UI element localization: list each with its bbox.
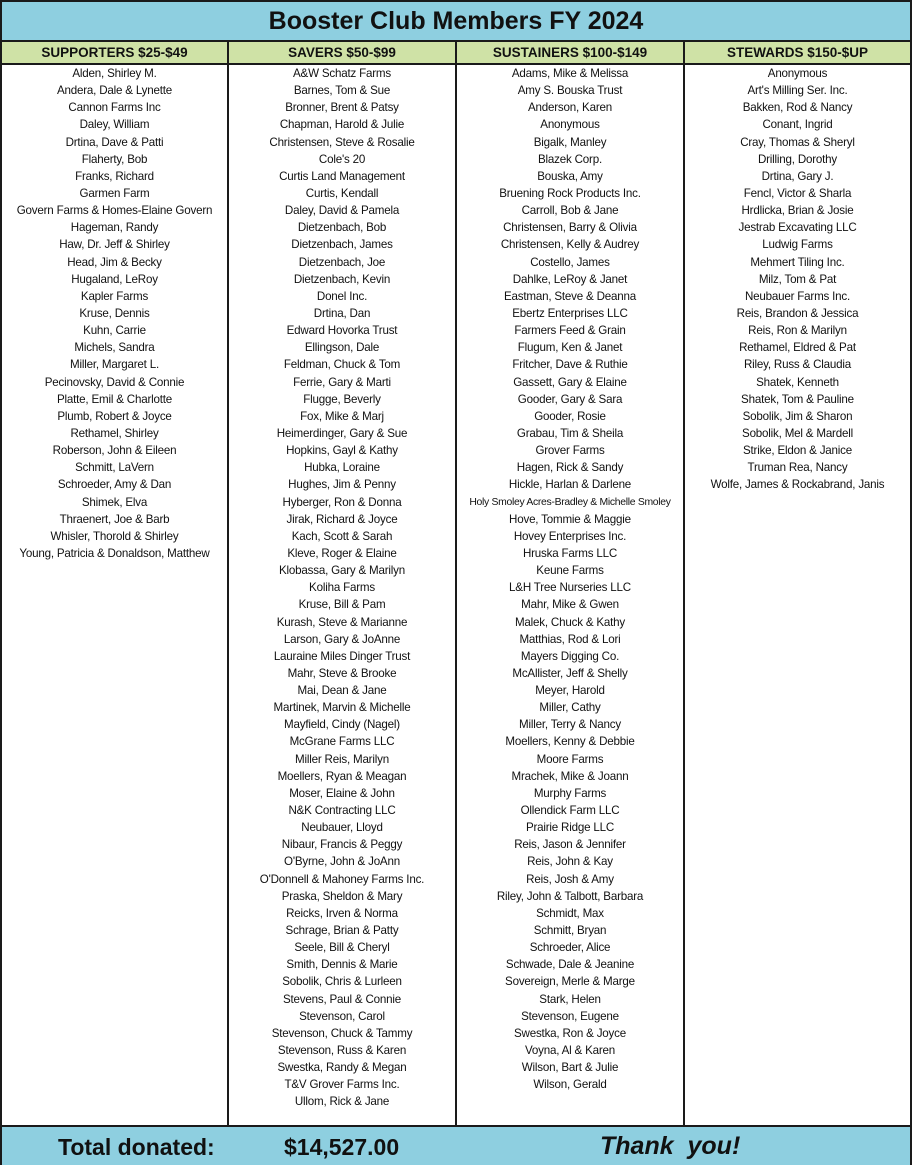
- total-donated-amount: $14,527.00: [284, 1134, 400, 1160]
- member-name: Christensen, Steve & Rosalie: [269, 135, 415, 149]
- member-name: Ebertz Enterprises LLC: [512, 306, 628, 320]
- member-name: Miller, Margaret L.: [70, 358, 159, 372]
- member-name: Neubauer, Lloyd: [301, 821, 383, 835]
- member-name: Rethamel, Shirley: [70, 426, 159, 440]
- member-name: Stark, Helen: [539, 992, 601, 1006]
- member-name: Schmitt, LaVern: [75, 461, 154, 475]
- member-name: Schmidt, Max: [536, 906, 604, 920]
- member-name: Swestka, Randy & Megan: [277, 1061, 407, 1075]
- member-name: Reis, Jason & Jennifer: [514, 838, 626, 852]
- member-name: Mahr, Steve & Brooke: [287, 666, 397, 680]
- member-name: Kuhn, Carrie: [83, 324, 146, 338]
- member-name: Kapler Farms: [80, 289, 149, 303]
- member-name: Platte, Emil & Charlotte: [56, 392, 173, 406]
- member-name: Dietzenbach, Kevin: [293, 272, 391, 286]
- column-sustainers: [457, 65, 685, 1125]
- member-name: Pecinovsky, David & Connie: [44, 375, 185, 389]
- member-name: Drtina, Dan: [313, 306, 371, 320]
- member-name: Grover Farms: [535, 444, 605, 458]
- member-name: Mayfield, Cindy (Nagel): [284, 718, 400, 732]
- member-name: Bigalk, Manley: [533, 135, 607, 149]
- member-name: A&W Schatz Farms: [293, 67, 391, 80]
- member-name: Bronner, Brent & Patsy: [285, 101, 399, 115]
- member-name: Head, Jim & Becky: [67, 255, 162, 269]
- member-name: Miller Reis, Marilyn: [295, 752, 389, 766]
- member-name: Flugum, Ken & Janet: [517, 341, 623, 355]
- member-name: Dahlke, LeRoy & Janet: [512, 272, 628, 286]
- member-name: Curtis Land Management: [279, 169, 405, 183]
- member-name: Mahr, Mike & Gwen: [521, 598, 619, 612]
- member-name: Young, Patricia & Donaldson, Matthew: [19, 546, 210, 560]
- member-name: Blazek Corp.: [538, 152, 602, 166]
- member-name: Donel Inc.: [316, 289, 368, 303]
- member-name: Milz, Tom & Pat: [758, 272, 837, 286]
- member-name: O'Donnell & Mahoney Farms Inc.: [259, 872, 425, 886]
- member-name: Swestka, Ron & Joyce: [514, 1026, 626, 1040]
- member-name: Anderson, Karen: [527, 101, 612, 115]
- member-name: Meyer, Harold: [535, 684, 605, 698]
- member-name: Drilling, Dorothy: [757, 152, 838, 166]
- member-name: Ludwig Farms: [762, 238, 833, 252]
- member-name: Hickle, Harlan & Darlene: [508, 478, 632, 492]
- member-name: Stevenson, Chuck & Tammy: [271, 1026, 413, 1040]
- member-name: Eastman, Steve & Deanna: [503, 289, 637, 303]
- member-name: Hrdlicka, Brian & Josie: [741, 204, 854, 218]
- member-name: Adams, Mike & Melissa: [511, 67, 629, 80]
- member-name: Larson, Gary & JoAnne: [283, 632, 401, 646]
- member-name: Barnes, Tom & Sue: [293, 84, 391, 98]
- member-name: Feldman, Chuck & Tom: [283, 358, 401, 372]
- member-name: Hopkins, Gayl & Kathy: [286, 444, 398, 458]
- member-name: Hyberger, Ron & Donna: [282, 495, 402, 509]
- member-name: Schmitt, Bryan: [533, 924, 607, 938]
- member-name: Shatek, Kenneth: [756, 375, 839, 389]
- member-name: Strike, Eldon & Janice: [742, 444, 853, 458]
- member-name: Heimerdinger, Gary & Sue: [276, 426, 408, 440]
- member-name: Plumb, Robert & Joyce: [57, 409, 172, 423]
- member-name: Wolfe, James & Rockabrand, Janis: [710, 478, 885, 492]
- member-name: Hughes, Jim & Penny: [288, 478, 396, 492]
- member-name: Ollendick Farm LLC: [520, 804, 620, 818]
- member-name: Gooder, Gary & Sara: [517, 392, 623, 406]
- member-name: Fox, Mike & Marj: [300, 409, 384, 423]
- member-name: Bouska, Amy: [537, 169, 603, 183]
- member-name: Haw, Dr. Jeff & Shirley: [59, 238, 170, 252]
- member-name: Hugaland, LeRoy: [71, 272, 158, 286]
- member-name: Cannon Farms Inc: [68, 101, 161, 115]
- member-name: Sobolik, Mel & Mardell: [742, 426, 853, 440]
- member-name: Grabau, Tim & Sheila: [516, 426, 624, 440]
- member-name: Gooder, Rosie: [534, 409, 606, 423]
- member-name: Daley, David & Pamela: [284, 204, 400, 218]
- member-name: Garmen Farm: [79, 186, 150, 200]
- member-name: Voyna, Al & Karen: [524, 1044, 616, 1058]
- member-name: Koliha Farms: [309, 581, 375, 595]
- member-name: Hageman, Randy: [70, 221, 159, 235]
- member-name: Seele, Bill & Cheryl: [294, 941, 390, 955]
- member-name: Reicks, Irven & Norma: [286, 906, 398, 920]
- tier-header-row: [2, 42, 910, 65]
- member-name: Riley, John & Talbott, Barbara: [496, 889, 644, 903]
- member-name: Lauraine Miles Dinger Trust: [273, 649, 411, 663]
- header-savers: SAVERS $50-$99: [229, 42, 457, 63]
- member-name: Hagen, Rick & Sandy: [516, 461, 624, 475]
- member-name: Stevenson, Russ & Karen: [277, 1044, 407, 1058]
- member-name: Wilson, Bart & Julie: [521, 1061, 619, 1075]
- member-name: Sovereign, Merle & Marge: [505, 975, 635, 989]
- column-supporters: [2, 65, 229, 1125]
- member-name: Flugge, Beverly: [303, 392, 381, 406]
- member-name: Moser, Elaine & John: [289, 786, 395, 800]
- member-name: Anonymous: [767, 67, 828, 80]
- member-name: Murphy Farms: [533, 786, 607, 800]
- footer-bar: [2, 1125, 910, 1165]
- member-name: N&K Contracting LLC: [288, 804, 396, 818]
- member-name: Cole's 20: [318, 152, 366, 166]
- member-name: Thraenert, Joe & Barb: [59, 512, 170, 526]
- member-name: Michels, Sandra: [74, 341, 155, 355]
- member-name: Whisler, Thorold & Shirley: [50, 529, 179, 543]
- member-name: Kach, Scott & Sarah: [291, 529, 393, 543]
- member-name: Klobassa, Gary & Marilyn: [279, 564, 405, 578]
- member-name: Nibaur, Francis & Peggy: [281, 838, 403, 852]
- member-name: Christensen, Kelly & Audrey: [500, 238, 640, 252]
- member-name: Keune Farms: [536, 564, 604, 578]
- column-stewards: [685, 65, 910, 1125]
- member-name: Schroeder, Alice: [529, 941, 611, 955]
- member-name: Fritcher, Dave & Ruthie: [512, 358, 628, 372]
- member-name: Dietzenbach, Joe: [298, 255, 386, 269]
- member-name: Sobolik, Chris & Lurleen: [282, 975, 402, 989]
- member-name: Ullom, Rick & Jane: [294, 1095, 390, 1109]
- member-name: O'Byrne, John & JoAnn: [284, 855, 400, 869]
- member-name: Miller, Terry & Nancy: [519, 718, 621, 732]
- member-name: Drtina, Dave & Patti: [65, 135, 164, 149]
- member-name: Bakken, Rod & Nancy: [742, 101, 853, 115]
- member-name: Kurash, Steve & Marianne: [276, 615, 408, 629]
- member-name: Cray, Thomas & Sheryl: [740, 135, 855, 149]
- member-name: Hubka, Loraine: [304, 461, 380, 475]
- member-name: Govern Farms & Homes-Elaine Govern: [16, 204, 213, 218]
- member-name: Mehmert Tiling Inc.: [750, 255, 845, 269]
- member-name: Stevenson, Eugene: [521, 1009, 619, 1023]
- header-supporters: SUPPORTERS $25-$49: [2, 42, 229, 63]
- member-name: Sobolik, Jim & Sharon: [742, 409, 853, 423]
- member-name: Mayers Digging Co.: [520, 649, 620, 663]
- member-name: Andera, Dale & Lynette: [56, 84, 173, 98]
- member-name: Daley, William: [79, 118, 150, 132]
- header-stewards: STEWARDS $150-$UP: [726, 45, 869, 60]
- member-name: Malek, Chuck & Kathy: [514, 615, 626, 629]
- member-name: Dietzenbach, James: [291, 238, 393, 252]
- member-name: L&H Tree Nurseries LLC: [509, 581, 631, 595]
- page-title: Booster Club Members FY 2024: [2, 2, 910, 42]
- member-name: McGrane Farms LLC: [289, 735, 395, 749]
- member-name: Shimek, Elva: [81, 495, 148, 509]
- member-name: Wilson, Gerald: [533, 1078, 607, 1092]
- member-name: Mai, Dean & Jane: [297, 684, 387, 698]
- member-name: Moellers, Kenny & Debbie: [505, 735, 635, 749]
- member-name: Stevenson, Carol: [299, 1009, 385, 1023]
- member-name: Reis, Ron & Marilyn: [748, 324, 847, 338]
- total-donated-label: Total donated:: [58, 1134, 215, 1160]
- member-name: Alden, Shirley M.: [72, 67, 157, 80]
- member-name: Conant, Ingrid: [762, 118, 833, 132]
- member-name: Smith, Dennis & Marie: [286, 958, 398, 972]
- member-name: Holy Smoley Acres-Bradley & Michelle Smoley: [469, 496, 671, 508]
- member-name: Hruska Farms LLC: [522, 546, 618, 560]
- member-name: Rethamel, Eldred & Pat: [739, 341, 856, 355]
- member-name: Prairie Ridge LLC: [525, 821, 615, 835]
- member-name: T&V Grover Farms Inc.: [284, 1078, 400, 1092]
- member-name: Costello, James: [530, 255, 610, 269]
- member-name: Praska, Sheldon & Mary: [281, 889, 403, 903]
- member-name: Franks, Richard: [75, 169, 154, 183]
- member-name: Matthias, Rod & Lori: [519, 632, 621, 646]
- member-name: Truman Rea, Nancy: [747, 461, 848, 475]
- member-name: Anonymous: [540, 118, 600, 132]
- member-name: Shatek, Tom & Pauline: [741, 392, 854, 406]
- column-savers: [229, 65, 457, 1125]
- member-name: McAllister, Jeff & Shelly: [512, 666, 628, 680]
- member-name: Kleve, Roger & Elaine: [287, 546, 397, 560]
- member-name: Farmers Feed & Grain: [514, 324, 626, 338]
- member-name: Miller, Cathy: [539, 701, 601, 715]
- member-name: Hove, Tommie & Maggie: [509, 512, 631, 526]
- member-name: Bruening Rock Products Inc.: [499, 186, 641, 200]
- member-name: Reis, John & Kay: [527, 855, 613, 869]
- member-name: Fencl, Victor & Sharla: [743, 186, 852, 200]
- member-name: Mrachek, Mike & Joann: [511, 769, 629, 783]
- member-name: Reis, Brandon & Jessica: [736, 306, 859, 320]
- member-name: Carroll, Bob & Jane: [521, 204, 619, 218]
- member-name: Ferrie, Gary & Marti: [293, 375, 391, 389]
- member-name: Martinek, Marvin & Michelle: [273, 701, 411, 715]
- member-name: Edward Hovorka Trust: [286, 324, 398, 338]
- member-name: Jirak, Richard & Joyce: [286, 512, 398, 526]
- member-name: Hovey Enterprises Inc.: [513, 529, 627, 543]
- member-name: Kruse, Bill & Pam: [298, 598, 386, 612]
- member-name: Curtis, Kendall: [305, 186, 379, 200]
- member-name: Kruse, Dennis: [79, 306, 150, 320]
- member-name: Schwade, Dale & Jeanine: [505, 958, 635, 972]
- member-name: Moore Farms: [536, 752, 604, 766]
- member-name: Jestrab Excavating LLC: [738, 221, 857, 235]
- member-name: Stevens, Paul & Connie: [282, 992, 402, 1006]
- member-name: Drtina, Gary J.: [761, 169, 834, 183]
- member-name: Schrage, Brian & Patty: [285, 924, 399, 938]
- member-name: Chapman, Harold & Julie: [279, 118, 405, 132]
- member-name: Gassett, Gary & Elaine: [513, 375, 627, 389]
- member-name: Schroeder, Amy & Dan: [57, 478, 172, 492]
- member-name: Art's Milling Ser. Inc.: [747, 84, 848, 98]
- member-name: Dietzenbach, Bob: [297, 221, 387, 235]
- member-columns: [2, 65, 910, 1125]
- member-name: Reis, Josh & Amy: [526, 872, 614, 886]
- member-name: Amy S. Bouska Trust: [517, 84, 623, 98]
- header-sustainers: SUSTAINERS $100-$149: [457, 42, 685, 63]
- member-name: Riley, Russ & Claudia: [743, 358, 852, 372]
- member-name: Roberson, John & Eileen: [52, 444, 177, 458]
- member-name: Ellingson, Dale: [304, 341, 380, 355]
- member-name: Neubauer Farms Inc.: [744, 289, 851, 303]
- member-name: Christensen, Barry & Olivia: [503, 221, 637, 235]
- thank-you-text: Thank you!: [600, 1132, 741, 1160]
- member-name: Moellers, Ryan & Meagan: [277, 769, 407, 783]
- member-name: Flaherty, Bob: [81, 152, 148, 166]
